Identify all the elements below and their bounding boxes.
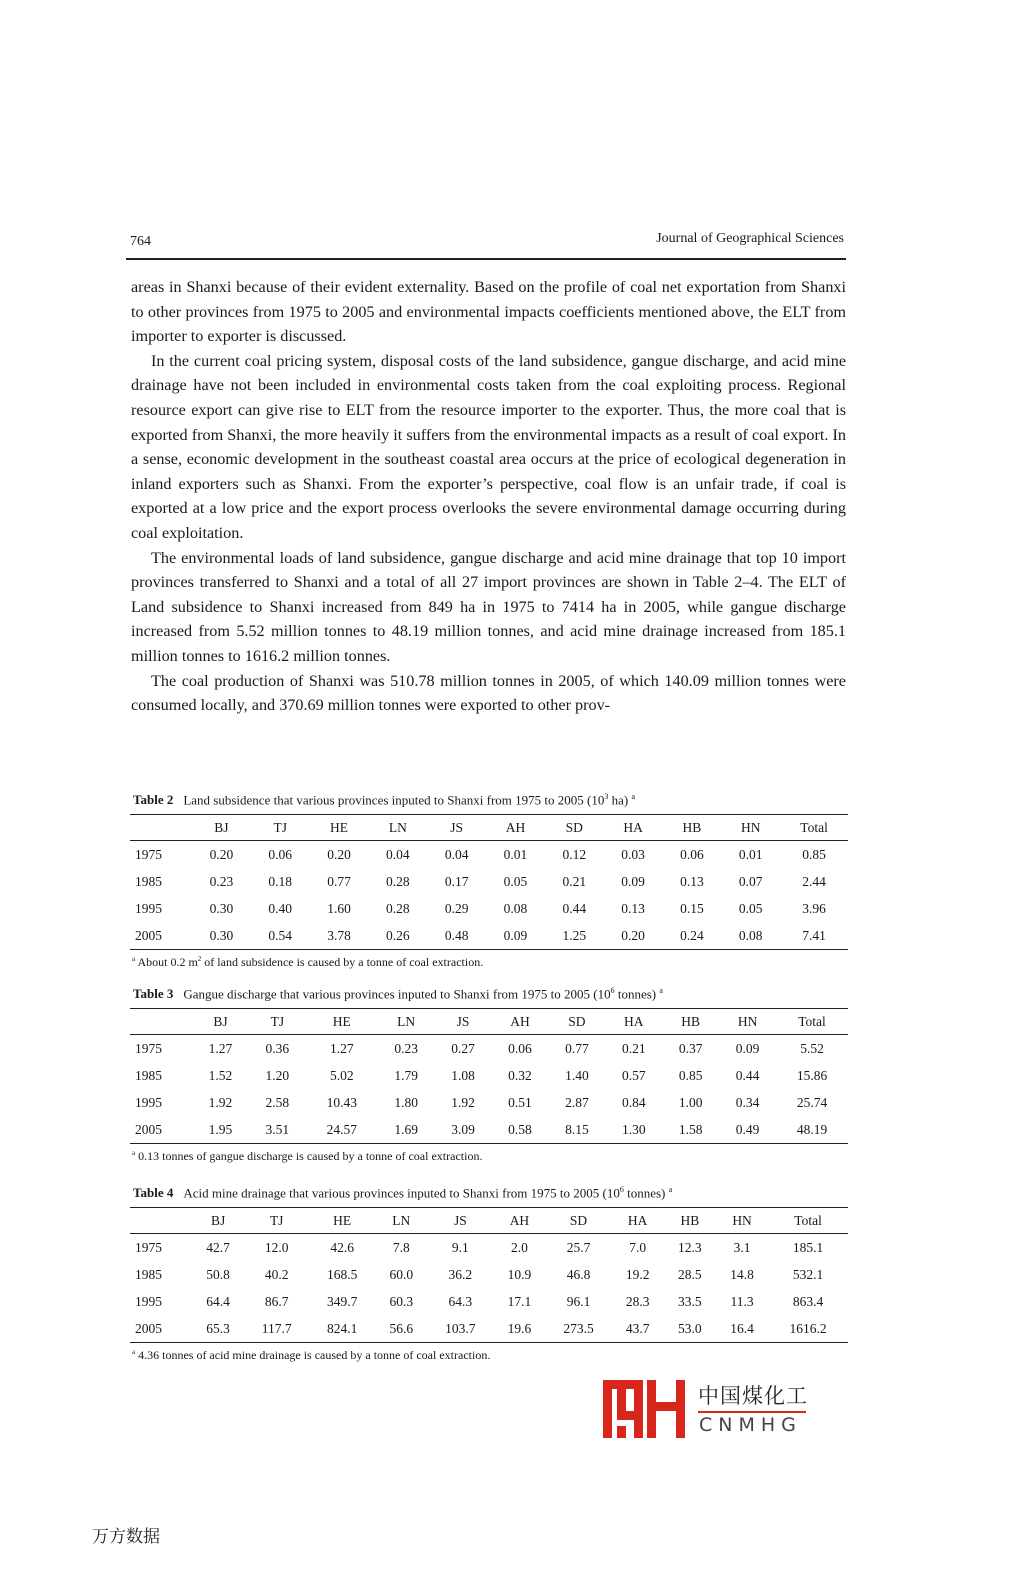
value-cell: 0.03: [621, 846, 645, 862]
caption-unit: tonnes): [614, 986, 657, 1002]
table-label: Table 4: [133, 1185, 174, 1201]
value-cell: 0.30: [209, 927, 234, 943]
value-cell: 40.2: [264, 1266, 289, 1282]
caption-exponent: 6: [610, 986, 615, 995]
col-header: AH: [493, 1208, 545, 1234]
value-cell: 50.8: [206, 1266, 230, 1282]
value-cell: 0.58: [508, 1121, 532, 1137]
wanfang-watermark: 万方数据: [92, 1527, 160, 1547]
header-row: [130, 1208, 848, 1234]
value-cell: 0.20: [209, 846, 234, 862]
table-caption: [133, 1185, 848, 1201]
value-cell: 0.05: [738, 900, 763, 916]
value-cell: 7.0: [629, 1239, 647, 1255]
value-cell: 2.87: [565, 1094, 589, 1110]
value-cell: 0.07: [738, 873, 763, 889]
col-header: HB: [663, 815, 722, 841]
col-header: AH: [492, 1009, 549, 1035]
value-cell: 0.08: [503, 900, 528, 916]
value-cell: 1.80: [394, 1094, 418, 1110]
table-caption: [133, 792, 848, 808]
table-label: Table 3: [133, 986, 174, 1002]
value-cell: 46.8: [566, 1266, 591, 1282]
value-cell: 7.8: [392, 1239, 410, 1255]
paragraph-1: areas in Shanxi because of their evident externality. Based on the profile of coal net exportation from Shanxi to other provinces from 1975 to 2005 and environmental impacts coefficients mentioned above, the ELT from importer to exporter is discussed.: [131, 278, 846, 346]
value-cell: 0.17: [444, 873, 469, 889]
value-cell: 0.23: [209, 873, 234, 889]
paragraph-3: The environmental loads of land subsidence, gangue discharge and acid mine drainage that top 10 import provinces transferred to Shanxi and a total of all 27 import provinces are shown in Table 2–4. The ELT of Land subsidence to Shanxi increased from 849 ha in 1975 to 7414 ha in 2005, while gangue discharge increased from 5.52 million tonnes to 48.19 million tonnes, and acid mine drainage increased from 185.1 million tonnes to 1616.2 million tonnes.: [131, 548, 846, 665]
value-cell: 1.79: [394, 1067, 418, 1083]
value-cell: 5.52: [800, 1040, 824, 1056]
value-cell: 273.5: [563, 1320, 594, 1336]
value-cell: 64.4: [206, 1293, 230, 1309]
year-cell: 1995: [135, 1094, 162, 1110]
value-cell: 0.23: [394, 1040, 418, 1056]
value-cell: 0.54: [268, 927, 293, 943]
value-cell: 0.21: [562, 873, 587, 889]
col-header: HE: [310, 815, 369, 841]
value-cell: 1616.2: [789, 1320, 827, 1336]
table-footnote: [132, 1348, 848, 1363]
col-header: HE: [309, 1208, 375, 1234]
value-cell: 0.32: [508, 1067, 532, 1083]
value-cell: 48.19: [796, 1121, 828, 1137]
value-cell: 0.09: [621, 873, 645, 889]
value-cell: 1.58: [678, 1121, 703, 1137]
col-header: HN: [719, 1009, 776, 1035]
value-cell: 0.05: [503, 873, 528, 889]
value-cell: 8.15: [565, 1121, 589, 1137]
logo-divider: [698, 1411, 806, 1413]
value-cell: 0.15: [680, 900, 704, 916]
col-header: TJ: [244, 1208, 309, 1234]
value-cell: 9.1: [451, 1239, 469, 1255]
mh-logo-icon: [603, 1380, 685, 1438]
col-header: JS: [427, 815, 486, 841]
col-header: BJ: [192, 1009, 249, 1035]
value-cell: 33.5: [678, 1293, 702, 1309]
value-cell: 1.08: [451, 1067, 475, 1083]
value-cell: 0.06: [680, 846, 704, 862]
caption-unit: tonnes): [623, 1185, 666, 1201]
caption-text: Land subsidence that various provinces inputed to Shanxi from 1975 to 2005 (10: [183, 792, 605, 808]
col-header: LN: [378, 1009, 435, 1035]
value-cell: 0.37: [678, 1040, 703, 1056]
value-cell: 0.85: [802, 846, 826, 862]
table-row: [130, 1261, 848, 1288]
value-cell: 5.02: [329, 1067, 354, 1083]
col-header: AH: [486, 815, 545, 841]
value-cell: 824.1: [326, 1320, 358, 1336]
col-header: HA: [612, 1208, 664, 1234]
value-cell: 0.13: [621, 900, 645, 916]
col-header: LN: [375, 1208, 427, 1234]
value-cell: 0.77: [565, 1040, 589, 1056]
value-cell: 1.92: [451, 1094, 475, 1110]
footnote-text-tail: of land subsidence is caused by a tonne of coal extraction.: [201, 955, 484, 970]
value-cell: 1.00: [678, 1094, 703, 1110]
footnote-mark: a: [132, 955, 136, 964]
value-cell: 1.30: [621, 1121, 646, 1137]
footnote-text: 4.36 tonnes of acid mine drainage is caused by a tonne of coal extraction.: [135, 1348, 491, 1363]
table-label: Table 2: [133, 792, 174, 808]
value-cell: 60.0: [389, 1266, 414, 1282]
footnote-mark: a: [631, 792, 635, 801]
col-header: HA: [605, 1009, 662, 1035]
logo-chinese-text: 中国煤化工: [698, 1384, 808, 1408]
value-cell: 0.34: [735, 1094, 760, 1110]
value-cell: 1.95: [208, 1121, 233, 1137]
year-cell: 1995: [135, 900, 162, 916]
value-cell: 0.30: [209, 900, 234, 916]
value-cell: 103.7: [445, 1320, 476, 1336]
col-header: HB: [664, 1208, 716, 1234]
paragraph-2: In the current coal pricing system, disposal costs of the land subsidence, gangue discharge, and acid mine drainage have not been included in environmental costs taken from the coal exploiting process. Regional resource export can give rise to ELT from the resource importer to the exporter. Thus, the more coal that is exported from Shanxi, the more heavily it suffers from the environmental impacts as a result of coal export. In a sense, economic development in the southeast coastal area occurs at the price of ecological degeneration in inland exporters such as Shanxi. From the exporter’s perspective, coal flow is an unfair trade, if coal is exported at a low price and the export process overlooks the severe environmental damage occurring during coal exploitation.: [131, 351, 846, 542]
table-row: [130, 1062, 848, 1089]
caption-unit: ha): [608, 792, 629, 808]
header-row: [130, 1009, 848, 1035]
value-cell: 0.20: [621, 927, 645, 943]
value-cell: 0.57: [621, 1067, 646, 1083]
table-row: [130, 1288, 848, 1315]
footnote-mark: a: [659, 986, 663, 995]
value-cell: 0.44: [562, 900, 587, 916]
running-head: [130, 230, 844, 254]
page-number: 764: [130, 234, 151, 249]
col-header: HB: [662, 1009, 719, 1035]
data-table: [130, 1207, 848, 1343]
col-header: HN: [716, 1208, 768, 1234]
value-cell: 60.3: [389, 1293, 414, 1309]
footnote-mark: a: [132, 1149, 136, 1158]
value-cell: 0.85: [678, 1067, 703, 1083]
value-cell: 15.86: [796, 1067, 828, 1083]
value-cell: 0.01: [738, 846, 763, 862]
value-cell: 0.28: [386, 900, 410, 916]
value-cell: 0.04: [444, 846, 469, 862]
value-cell: 863.4: [792, 1293, 824, 1309]
value-cell: 349.7: [326, 1293, 358, 1309]
year-cell: 1985: [135, 1067, 162, 1083]
table-row: [130, 1089, 848, 1116]
value-cell: 1.60: [327, 900, 351, 916]
value-cell: 25.7: [566, 1239, 591, 1255]
value-cell: 14.8: [730, 1266, 754, 1282]
value-cell: 0.09: [503, 927, 528, 943]
value-cell: 86.7: [264, 1293, 289, 1309]
col-header: BJ: [192, 1208, 244, 1234]
value-cell: 0.06: [508, 1040, 532, 1056]
value-cell: 1.20: [265, 1067, 290, 1083]
footnote-mark: a: [668, 1185, 673, 1194]
table-row: [130, 895, 848, 922]
caption-exponent: 6: [619, 1185, 624, 1194]
table-caption: [133, 986, 848, 1002]
col-header: BJ: [192, 815, 251, 841]
footnote-text: 0.13 tonnes of gangue discharge is caused by a tonne of coal extraction.: [135, 1149, 483, 1164]
value-cell: 19.6: [507, 1320, 532, 1336]
table-2-block: [130, 792, 848, 970]
value-cell: 0.49: [735, 1121, 760, 1137]
col-header: TJ: [249, 1009, 306, 1035]
value-cell: 3.51: [265, 1121, 290, 1137]
header-row: [130, 815, 848, 841]
value-cell: 1.25: [562, 927, 587, 943]
value-cell: 0.09: [735, 1040, 760, 1056]
table-footnote: [132, 1149, 848, 1164]
year-cell: 1995: [135, 1293, 162, 1309]
table-4-block: [130, 1185, 848, 1363]
value-cell: 1.27: [329, 1040, 354, 1056]
col-header: SD: [546, 1208, 612, 1234]
data-table: [130, 814, 848, 950]
value-cell: 0.24: [680, 927, 704, 943]
value-cell: 0.27: [451, 1040, 475, 1056]
value-cell: 25.74: [796, 1094, 828, 1110]
value-cell: 0.26: [386, 927, 410, 943]
value-cell: 117.7: [261, 1320, 292, 1336]
value-cell: 3.09: [451, 1121, 475, 1137]
col-header: TJ: [251, 815, 310, 841]
year-cell: 2005: [135, 1320, 162, 1336]
value-cell: 0.48: [444, 927, 469, 943]
value-cell: 24.57: [326, 1121, 357, 1137]
caption-exponent: 3: [604, 792, 609, 801]
value-cell: 0.51: [508, 1094, 532, 1110]
value-cell: 1.69: [394, 1121, 418, 1137]
col-header: SD: [548, 1009, 605, 1035]
value-cell: 11.3: [730, 1293, 754, 1309]
table-3-block: [130, 986, 848, 1164]
value-cell: 16.4: [730, 1320, 754, 1336]
value-cell: 28.5: [678, 1266, 702, 1282]
value-cell: 3.96: [802, 900, 826, 916]
table-row: [130, 841, 848, 869]
year-cell: 1975: [135, 846, 162, 862]
value-cell: 56.6: [389, 1320, 414, 1336]
cnmhg-logo: [603, 1380, 813, 1440]
header-rule: [126, 258, 846, 260]
value-cell: 0.28: [386, 873, 410, 889]
col-header: Total: [776, 1009, 848, 1035]
value-cell: 2.58: [265, 1094, 290, 1110]
value-cell: 12.3: [678, 1239, 702, 1255]
corner-cell: [130, 1208, 192, 1234]
value-cell: 42.7: [206, 1239, 230, 1255]
year-cell: 1985: [135, 873, 162, 889]
value-cell: 0.04: [386, 846, 410, 862]
col-header: SD: [545, 815, 604, 841]
value-cell: 0.13: [680, 873, 704, 889]
value-cell: 43.7: [625, 1320, 650, 1336]
col-header: HN: [721, 815, 780, 841]
value-cell: 0.20: [327, 846, 351, 862]
paragraph-4: The coal production of Shanxi was 510.78 million tonnes in 2005, of which 140.09 million tonnes were consumed locally, and 370.69 million tonnes were exported to other prov-: [131, 671, 846, 715]
value-cell: 0.12: [562, 846, 587, 862]
table-row: [130, 1315, 848, 1343]
value-cell: 3.1: [733, 1239, 751, 1255]
value-cell: 28.3: [625, 1293, 650, 1309]
value-cell: 0.44: [735, 1067, 760, 1083]
caption-text: Gangue discharge that various provinces inputed to Shanxi from 1975 to 2005 (10: [183, 986, 611, 1002]
table-row: [130, 1234, 848, 1262]
value-cell: 1.27: [208, 1040, 233, 1056]
col-header: JS: [435, 1009, 492, 1035]
year-cell: 1975: [135, 1239, 162, 1255]
value-cell: 7.41: [802, 927, 826, 943]
year-cell: 1985: [135, 1266, 162, 1282]
value-cell: 96.1: [566, 1293, 591, 1309]
footnote-text: About 0.2 m: [135, 955, 198, 970]
caption-text: Acid mine drainage that various provinces inputed to Shanxi from 1975 to 2005 (10: [183, 1185, 620, 1201]
value-cell: 10.9: [507, 1266, 532, 1282]
data-table: [130, 1008, 848, 1144]
value-cell: 0.18: [268, 873, 293, 889]
table-row: [130, 868, 848, 895]
value-cell: 1.52: [208, 1067, 233, 1083]
value-cell: 19.2: [625, 1266, 650, 1282]
footnote-mark: a: [132, 1348, 136, 1357]
col-header: HE: [306, 1009, 378, 1035]
value-cell: 0.01: [503, 846, 528, 862]
value-cell: 36.2: [448, 1266, 473, 1282]
value-cell: 0.36: [265, 1040, 290, 1056]
col-header: Total: [768, 1208, 848, 1234]
body-text: [131, 275, 846, 718]
table-row: [130, 1035, 848, 1063]
value-cell: 0.40: [268, 900, 293, 916]
value-cell: 64.3: [448, 1293, 473, 1309]
value-cell: 0.77: [327, 873, 351, 889]
value-cell: 3.78: [327, 927, 351, 943]
table-row: [130, 922, 848, 950]
logo-english-text: CNMHG: [699, 1414, 802, 1436]
year-cell: 2005: [135, 1121, 162, 1137]
table-footnote: [132, 955, 848, 970]
value-cell: 42.6: [330, 1239, 354, 1255]
journal-name: Journal of Geographical Sciences: [656, 231, 844, 246]
value-cell: 0.21: [621, 1040, 646, 1056]
value-cell: 0.84: [621, 1094, 646, 1110]
value-cell: 2.44: [802, 873, 826, 889]
value-cell: 0.29: [444, 900, 469, 916]
value-cell: 1.92: [208, 1094, 233, 1110]
value-cell: 12.0: [264, 1239, 289, 1255]
corner-cell: [130, 1009, 192, 1035]
col-header: JS: [427, 1208, 493, 1234]
value-cell: 168.5: [326, 1266, 358, 1282]
footnote-exponent: 2: [197, 955, 202, 964]
value-cell: 10.43: [326, 1094, 357, 1110]
col-header: Total: [780, 815, 848, 841]
value-cell: 65.3: [206, 1320, 230, 1336]
col-header: HA: [604, 815, 663, 841]
corner-cell: [130, 815, 192, 841]
value-cell: 0.06: [268, 846, 293, 862]
value-cell: 532.1: [792, 1266, 824, 1282]
value-cell: 2.0: [511, 1239, 528, 1255]
col-header: LN: [368, 815, 427, 841]
value-cell: 53.0: [678, 1320, 702, 1336]
year-cell: 1975: [135, 1040, 162, 1056]
value-cell: 185.1: [792, 1239, 824, 1255]
year-cell: 2005: [135, 927, 162, 943]
table-row: [130, 1116, 848, 1144]
value-cell: 1.40: [565, 1067, 589, 1083]
value-cell: 17.1: [507, 1293, 532, 1309]
value-cell: 0.08: [738, 927, 763, 943]
